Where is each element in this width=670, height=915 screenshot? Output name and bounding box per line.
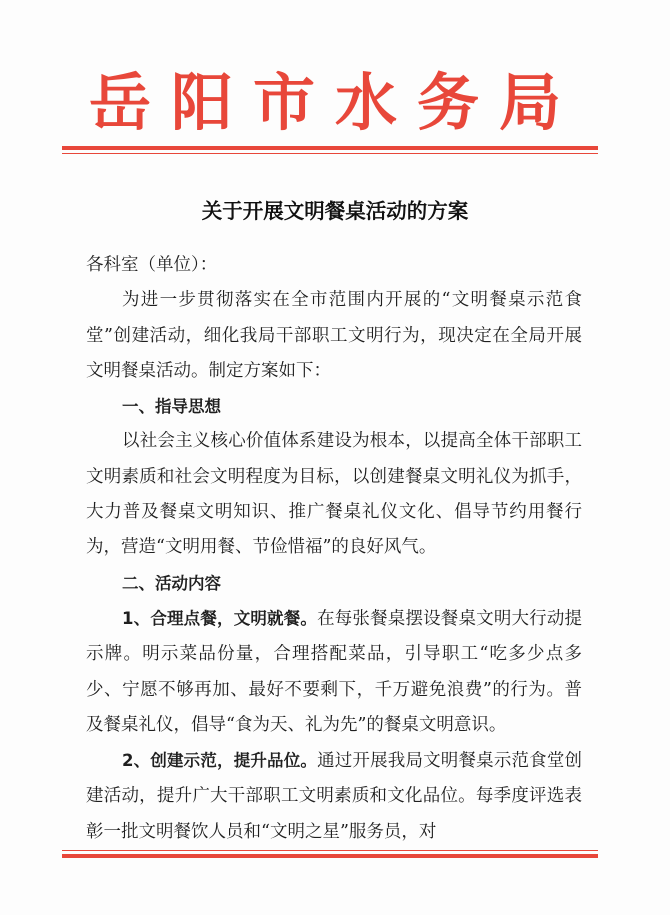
activity-item-2-text: 通过开展我局文明餐桌示范食堂创建活动，提升广大干部职工文明素质和文化品位。每季度评选表彰一批文明餐饮人员和“文明之星”服务员，对 — [86, 751, 583, 842]
document-body — [86, 248, 582, 850]
activity-item-1-text: 在每张餐桌摆设餐桌文明大行动提示牌。明示菜品份量，合理搭配菜品，引导职工“吃多少点多少、宁愿不够再加、最好不要剩下，千万避免浪费”的行为。普及餐桌礼仪，倡导“食为天、礼为先”的餐桌文明意识。 — [86, 608, 583, 735]
activity-item-2 — [86, 743, 582, 850]
document-title: 关于开展文明餐桌活动的方案 — [201, 199, 469, 223]
section-heading-activity-content: 二、活动内容 — [122, 573, 221, 593]
masthead-rule-thin — [62, 153, 598, 154]
section-paragraph-guiding-ideology: 以社会主义核心价值体系建设为根本，以提高全体干部职工文明素质和社会文明程度为目标，以创建餐桌文明礼仪为抓手，大力普及餐桌文明知识、推广餐桌礼仪文化、倡导节约用餐行为，营造“文明用餐、节俭惜福”的良好风气。 — [86, 431, 582, 558]
activity-item-1-lead: 1、合理点餐，文明就餐。 — [122, 608, 318, 628]
activity-item-2-lead: 2、创建示范，提升品位。 — [122, 751, 318, 771]
salutation: 各科室（单位）： — [86, 255, 218, 275]
activity-item-1 — [86, 601, 582, 743]
intro-paragraph: 为进一步贯彻落实在全市范围内开展的“文明餐桌示范食堂”创建活动，细化我局干部职工文明行为，现决定在全局开展文明餐桌活动。制定方案如下： — [86, 290, 582, 381]
footer-rule-thick — [62, 854, 598, 858]
section-heading-guiding-ideology: 一、指导思想 — [122, 397, 221, 417]
footer-rule-thin — [62, 850, 598, 851]
org-masthead: 岳阳市水务局 — [88, 66, 581, 139]
masthead-rule-thick — [62, 146, 598, 150]
